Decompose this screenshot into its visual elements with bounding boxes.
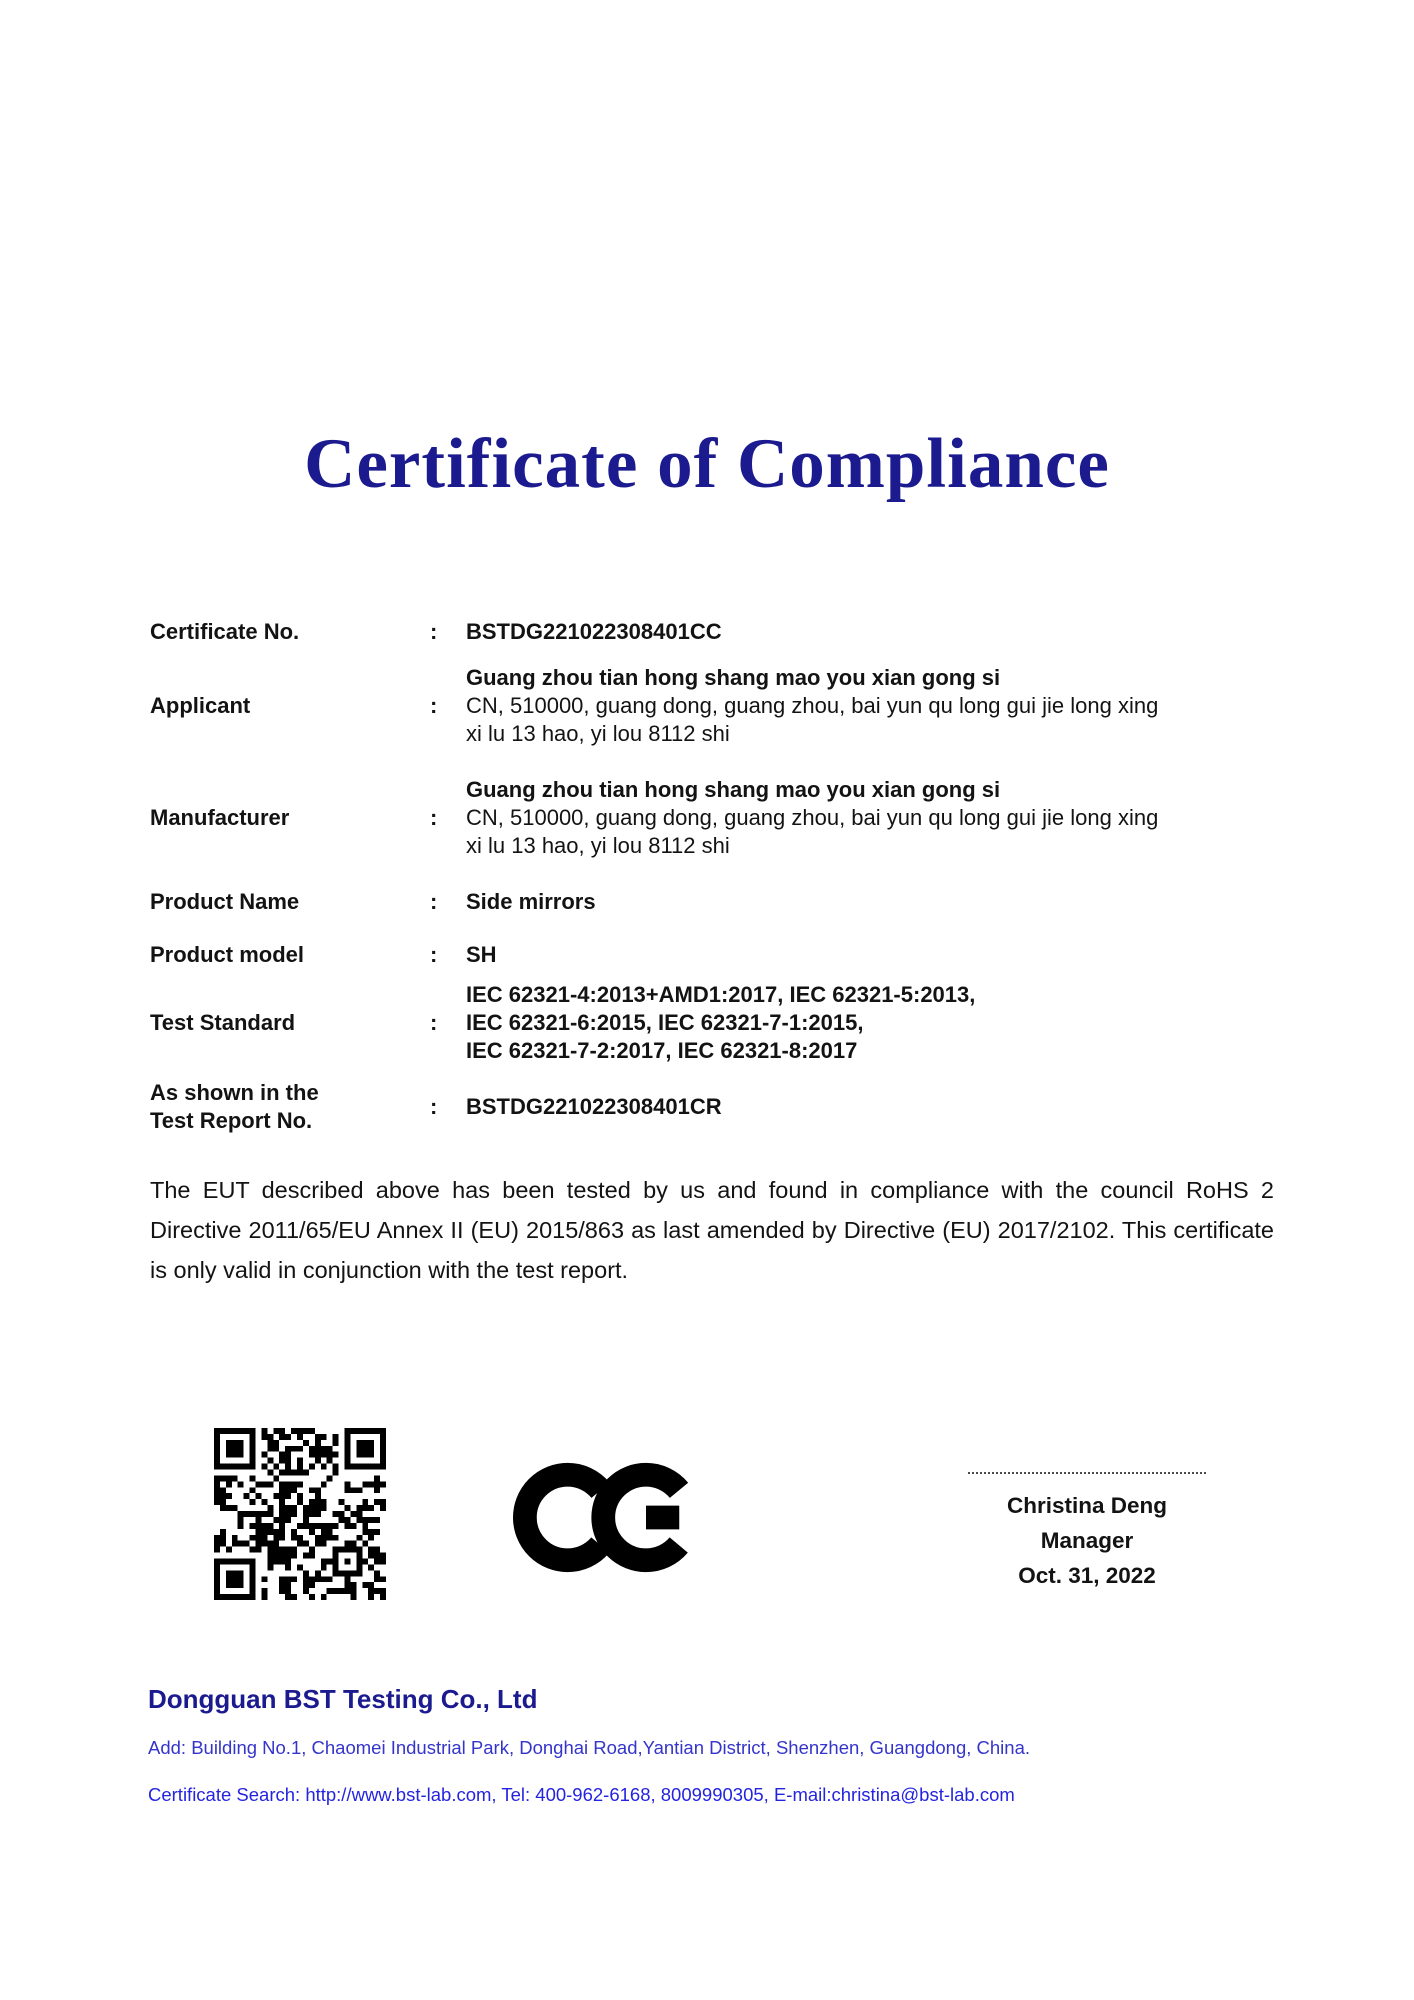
row-product-name bbox=[150, 888, 1350, 916]
test-report-number: BSTDG221022308401CR bbox=[466, 1094, 722, 1119]
compliance-statement: The EUT described above has been tested by us and found in compliance with the council RoHS 2 Directive 2011/65/EU Annex II (EU) 2015/863 as last amended by Directive (EU) 2017/2102. This certificate is only valid in conjunction with the test report. bbox=[150, 1177, 1274, 1283]
test-standard-line-3: IEC 62321-7-2:2017, IEC 62321-8:2017 bbox=[466, 1038, 858, 1063]
product-name-value: Side mirrors bbox=[466, 889, 596, 914]
issuer-address: Add: Building No.1, Chaomei Industrial Park, Donghai Road,Yantian District, Shenzhen, Guangdong, China. bbox=[148, 1737, 1031, 1758]
manufacturer-address-line-1: CN, 510000, guang dong, guang zhou, bai yun qu long gui jie long xing bbox=[466, 805, 1159, 830]
certificate-info-table bbox=[150, 618, 1350, 1135]
field-label: Manufacturer bbox=[150, 805, 290, 830]
signatory-role: Manager bbox=[1040, 1528, 1134, 1553]
field-colon: : bbox=[430, 619, 438, 644]
certificate-search-contact: Certificate Search: http://www.bst-lab.com, Tel: 400-962-6168, 8009990305, E-mail:christina@bst-lab.com bbox=[148, 1784, 1015, 1805]
test-report-label-line-2: Test Report No. bbox=[150, 1108, 313, 1133]
manufacturer-value bbox=[466, 776, 1158, 860]
field-colon: : bbox=[430, 942, 438, 967]
page-title: Certificate of Compliance bbox=[304, 425, 1110, 503]
applicant-address-line-1: CN, 510000, guang dong, guang zhou, bai yun qu long gui jie long xing bbox=[466, 693, 1159, 718]
field-label: Applicant bbox=[150, 693, 251, 718]
field-label: Test Standard bbox=[150, 1010, 296, 1035]
test-standard-line-2: IEC 62321-6:2015, IEC 62321-7-1:2015, bbox=[466, 1010, 864, 1035]
certificate-number: BSTDG221022308401CC bbox=[466, 619, 722, 644]
applicant-name: Guang zhou tian hong shang mao you xian gong si bbox=[466, 665, 1001, 690]
row-test-standard bbox=[150, 981, 1350, 1065]
footer bbox=[148, 1684, 1298, 1806]
row-manufacturer bbox=[150, 776, 1350, 860]
field-label bbox=[150, 1079, 430, 1135]
applicant-address-line-2: xi lu 13 hao, yi lou 8112 shi bbox=[466, 721, 730, 746]
field-colon: : bbox=[430, 693, 438, 718]
field-colon: : bbox=[430, 1010, 438, 1035]
signature-date: Oct. 31, 2022 bbox=[1018, 1563, 1156, 1588]
row-applicant bbox=[150, 664, 1350, 748]
field-colon: : bbox=[430, 1094, 438, 1119]
row-product-model bbox=[150, 941, 1350, 969]
qr-code-icon bbox=[214, 1428, 386, 1600]
test-report-label-line-1: As shown in the bbox=[150, 1080, 319, 1105]
field-label: Product Name bbox=[150, 889, 300, 914]
manufacturer-address-line-2: xi lu 13 hao, yi lou 8112 shi bbox=[466, 833, 730, 858]
signature-dotted-line bbox=[968, 1472, 1206, 1474]
row-certificate-no bbox=[150, 618, 1350, 646]
ce-mark-icon bbox=[513, 1458, 703, 1577]
signatory-name: Christina Deng bbox=[1006, 1493, 1168, 1518]
product-model-value: SH bbox=[466, 942, 497, 967]
row-test-report-no bbox=[150, 1079, 1350, 1135]
field-label: Product model bbox=[150, 942, 305, 967]
field-label: Certificate No. bbox=[150, 619, 300, 644]
test-standard-line-1: IEC 62321-4:2013+AMD1:2017, IEC 62321-5:2013, bbox=[466, 982, 976, 1007]
manufacturer-name: Guang zhou tian hong shang mao you xian gong si bbox=[466, 777, 1001, 802]
signature-block bbox=[935, 1472, 1239, 1593]
field-colon: : bbox=[430, 805, 438, 830]
test-standard-value bbox=[466, 981, 975, 1065]
applicant-value bbox=[466, 664, 1158, 748]
issuer-company-name: Dongguan BST Testing Co., Ltd bbox=[148, 1684, 538, 1714]
field-colon: : bbox=[430, 889, 438, 914]
